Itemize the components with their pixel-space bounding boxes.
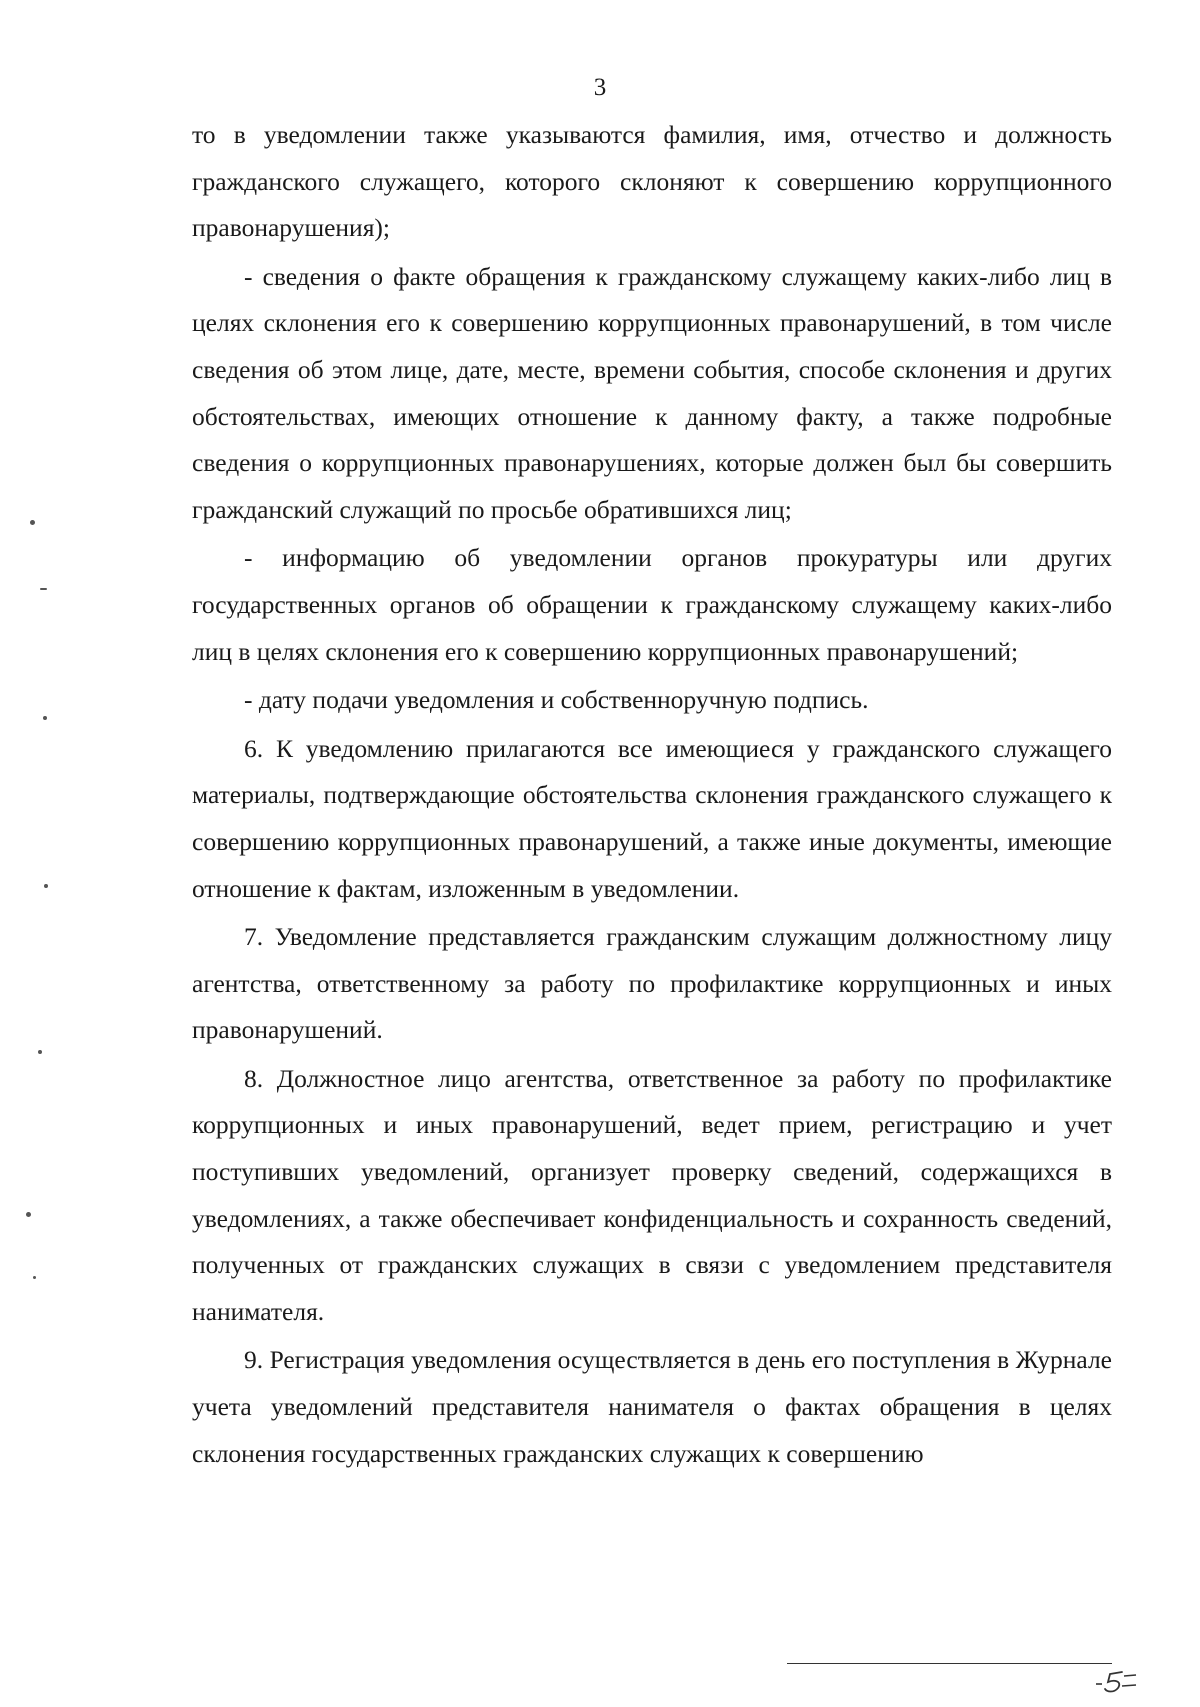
page-number: 3 (593, 74, 607, 101)
scan-speck (38, 1050, 42, 1054)
scan-speck (26, 1212, 31, 1217)
paragraph-item-9: 9. Регистрация уведомления осуществляется в день его поступления в Журнале учета уведомлений представителя нанимателя о фактах обращения в целях склонения государственных гражданских служащих к совершению (192, 1345, 1112, 1468)
scan-speck (44, 884, 48, 888)
paragraph-facts-of-inducement: - сведения о факте обращения к гражданскому служащему каких-либо лиц в целях склонения его к совершению коррупционных правонарушений, в том числе сведения об этом лице, дате, месте, времени события, способе склонения и других обстоятельствах, имеющих отношение к данному факту, а также подробные сведения о коррупционных правонарушениях, которые должен был бы совершить гражданский служащий по просьбе обратившихся лиц; (192, 261, 1112, 524)
paragraph-item-7: 7. Уведомление представляется гражданским служащим должностному лицу агентства, ответственному за работу по профилактике коррупционных и иных правонарушений. (192, 922, 1112, 1045)
scan-speck (30, 520, 35, 525)
paragraph-item-8: 8. Должностное лицо агентства, ответственное за работу по профилактике коррупционных и иных правонарушений, ведет прием, регистрацию и учет поступивших уведомлений, организует проверку сведений, содержащихся в уведомлениях, а также обеспечивает конфиденциальность и сохранность сведений, полученных от гражданских служащих в связи с уведомлением представителя нанимателя. (192, 1063, 1112, 1326)
document-body (192, 112, 1112, 1479)
scan-speck (40, 588, 47, 590)
footer-rule (787, 1663, 1112, 1664)
paragraph-item-6: 6. К уведомлению прилагаются все имеющиеся у гражданского служащего материалы, подтверждающие обстоятельства склонения гражданского служащего к совершению коррупционных правонарушений, а также иные документы, имеющие отношение к фактам, изложенным в уведомлении. (192, 733, 1112, 903)
handwritten-page-mark (1092, 1666, 1140, 1696)
paragraph-prosecutor-notification: - информацию об уведомлении органов прокуратуры или других государственных органов об обращении к гражданскому служащему каких-либо лиц в целях склонения его к совершению коррупционных правонарушений; (192, 543, 1112, 666)
scan-speck (43, 716, 47, 720)
paragraph-date-and-signature: - дату подачи уведомления и собственноручную подпись. (244, 685, 869, 715)
paragraph-continuation: то в уведомлении также указываются фамилия, имя, отчество и должность гражданского служащего, которого склоняют к совершению коррупционного правонарушения); (192, 120, 1112, 243)
scan-speck (33, 1276, 36, 1279)
